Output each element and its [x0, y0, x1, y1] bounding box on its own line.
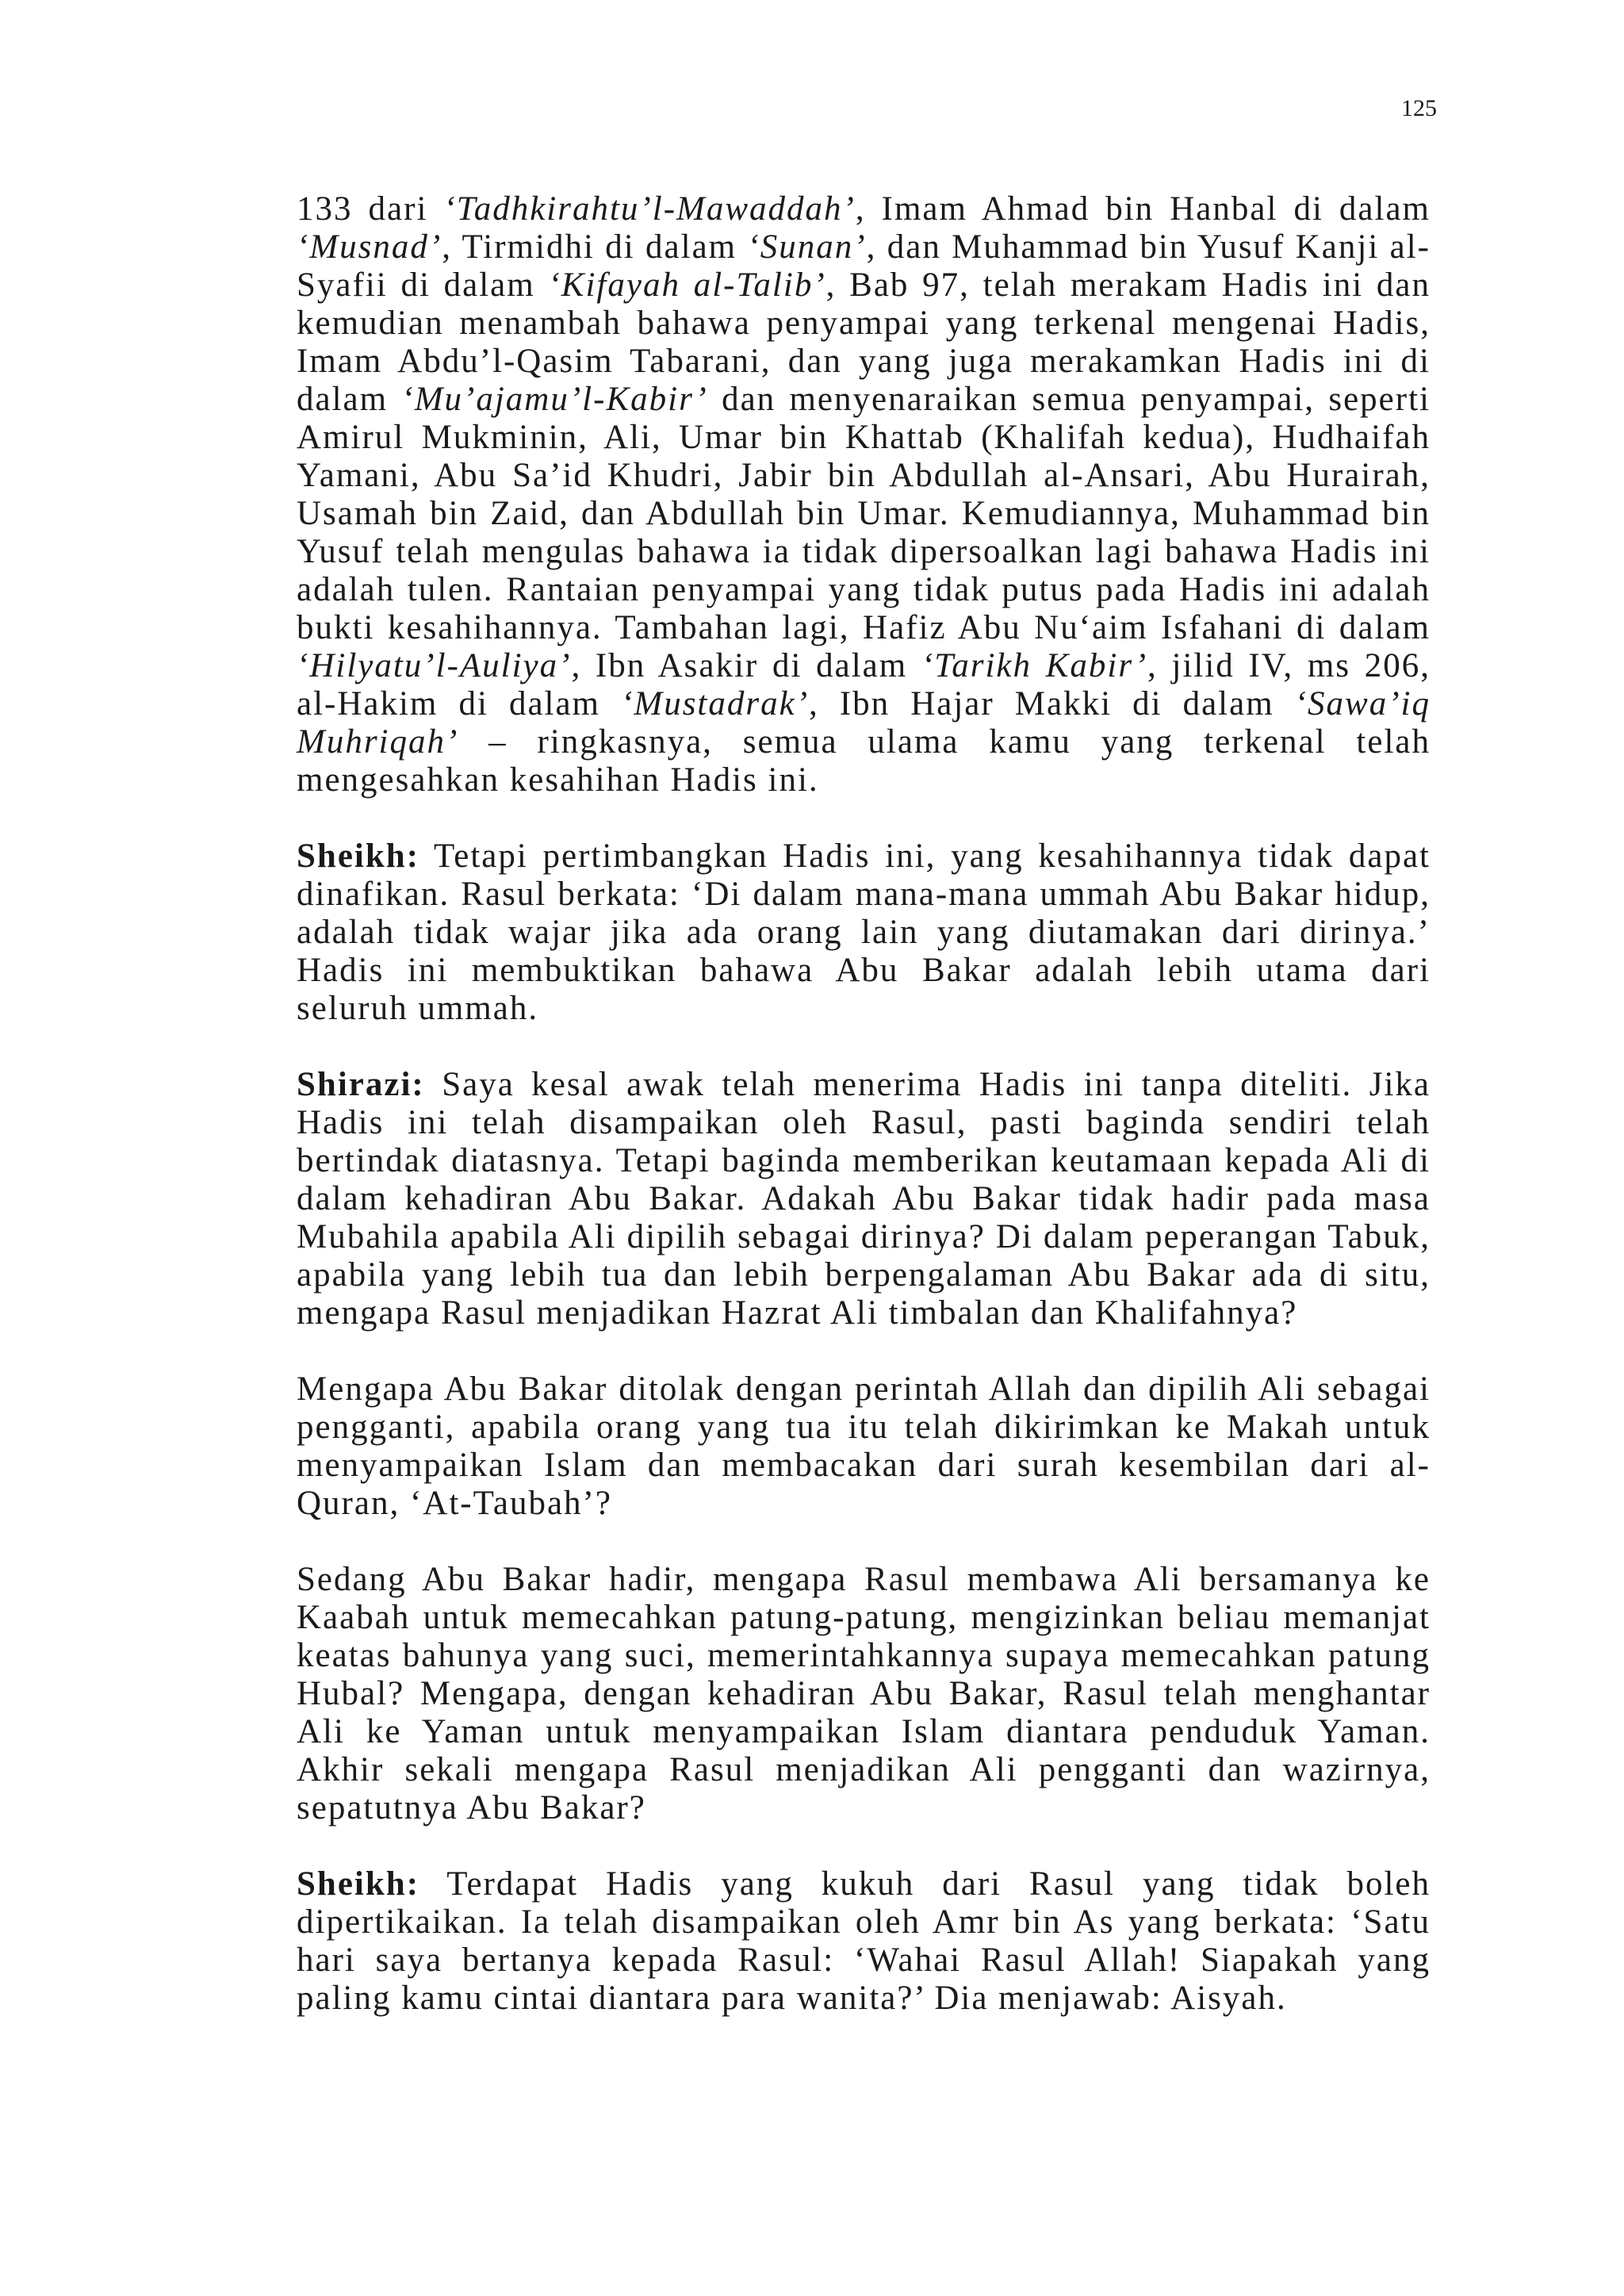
- text-segment: dan menyenaraikan semua penyampai, seperti Amirul Mukminin, Ali, Umar bin Khattab (Khalifah kedua), Hudhaifah Yamani, Abu Sa’id Khudri, Jabir bin Abdullah al-Ansari, Abu Hurairah, Usamah bin Zaid, dan Abdullah bin Umar. Kemudiannya, Muhammad bin Yusuf telah mengulas bahawa ia tidak dipersoalkan lagi bahawa Hadis ini adalah tulen. Rantaian penyampai yang tidak putus pada Hadis ini adalah bukti kesahihannya. Tambahan lagi, Hafiz Abu Nu‘aim Isfahani di dalam: [297, 381, 1431, 646]
- book-title: ‘Sawa’iq Muhriqah’: [297, 685, 1431, 761]
- paragraph: [297, 1066, 1431, 1332]
- paragraph: [297, 838, 1431, 1028]
- book-title: ‘Mustadrak’: [621, 685, 810, 723]
- book-title: ‘Mu’ajamu’l-Kabir’: [401, 381, 708, 418]
- book-title: ‘Sunan’: [747, 228, 867, 266]
- speaker-label: Shirazi:: [297, 1066, 425, 1103]
- book-title: ‘Musnad’: [297, 228, 442, 266]
- text-segment: Terdapat Hadis yang kukuh dari Rasul yang tidak boleh dipertikaikan. Ia telah disampaikan oleh Amr bin As yang berkata: ‘Satu hari saya bertanya kepada Rasul: ‘Wahai Rasul Allah! Siapakah yang paling kamu cintai diantara para wanita?’ Dia menjawab: Aisyah.: [297, 1865, 1431, 2017]
- book-title: ‘Hilyatu’l-Auliya’: [297, 647, 572, 684]
- text-segment: Tetapi pertimbangkan Hadis ini, yang kesahihannya tidak dapat dinafikan. Rasul berkata: ‘Di dalam mana-mana ummah Abu Bakar hidup, adalah tidak wajar jika ada orang lain yang diutamakan dari dirinya.’ Hadis ini membuktikan bahawa Abu Bakar adalah lebih utama dari seluruh ummah.: [297, 838, 1431, 1027]
- paragraph: [297, 1865, 1431, 2018]
- text-segment: , Ibn Asakir di dalam: [571, 647, 921, 684]
- text-segment: , Ibn Hajar Makki di dalam: [809, 685, 1295, 723]
- text-segment: Sedang Abu Bakar hadir, mengapa Rasul membawa Ali bersamanya ke Kaabah untuk memecahkan patung-patung, mengizinkan beliau memanjat keatas bahunya yang suci, memerintahkannya supaya memecahkan patung Hubal? Mengapa, dengan kehadiran Abu Bakar, Rasul telah menghantar Ali ke Yaman untuk menyampaikan Islam diantara penduduk Yaman. Akhir sekali mengapa Rasul menjadikan Ali pengganti dan wazirnya, sepatutnya Abu Bakar?: [297, 1561, 1431, 1826]
- book-title: ‘Tarikh Kabir’: [921, 647, 1148, 684]
- text-segment: 133 dari: [297, 190, 444, 228]
- paragraph: [297, 1561, 1431, 1827]
- book-title: ‘Tadhkirahtu’l-Mawaddah’: [443, 190, 856, 228]
- text-segment: , Imam Ahmad bin Hanbal di dalam: [855, 190, 1431, 228]
- text-segment: Mengapa Abu Bakar ditolak dengan perintah Allah dan dipilih Ali sebagai pengganti, apabila orang yang tua itu telah dikirimkan ke Makah untuk menyampaikan Islam dan membacakan dari surah kesembilan dari al-Quran, ‘At-Taubah’?: [297, 1370, 1431, 1522]
- page-body: [297, 190, 1431, 2056]
- text-segment: , jilid IV, ms 206, al-Hakim di dalam: [297, 647, 1431, 723]
- text-segment: Saya kesal awak telah menerima Hadis ini tanpa diteliti. Jika Hadis ini telah disampaikan oleh Rasul, pasti baginda sendiri telah bertindak diatasnya. Tetapi baginda memberikan keutamaan kepada Ali di dalam kehadiran Abu Bakar. Adakah Abu Bakar tidak hadir pada masa Mubahila apabila Ali dipilih sebagai dirinya? Di dalam peperangan Tabuk, apabila yang lebih tua dan lebih berpengalaman Abu Bakar ada di situ, mengapa Rasul menjadikan Hazrat Ali timbalan dan Khalifahnya?: [297, 1066, 1431, 1332]
- page-number: 125: [1401, 95, 1437, 121]
- text-segment: , Tirmidhi di dalam: [442, 228, 748, 266]
- paragraph: [297, 1370, 1431, 1523]
- paragraph: [297, 190, 1431, 799]
- speaker-label: Sheikh:: [297, 1865, 420, 1903]
- speaker-label: Sheikh:: [297, 838, 420, 875]
- book-title: ‘Kifayah al-Talib’: [548, 266, 826, 304]
- text-segment: – ringkasnya, semua ulama kamu yang terkenal telah mengesahkan kesahihan Hadis ini.: [297, 723, 1431, 799]
- text-segment: , Bab 97, telah merakam Hadis ini dan kemudian menambah bahawa penyampai yang terkenal mengenai Hadis, Imam Abdu’l-Qasim Tabarani, dan yang juga merakamkan Hadis ini di dalam: [297, 266, 1431, 418]
- text-segment: , dan Muhammad bin Yusuf Kanji al-Syafii di dalam: [297, 228, 1431, 304]
